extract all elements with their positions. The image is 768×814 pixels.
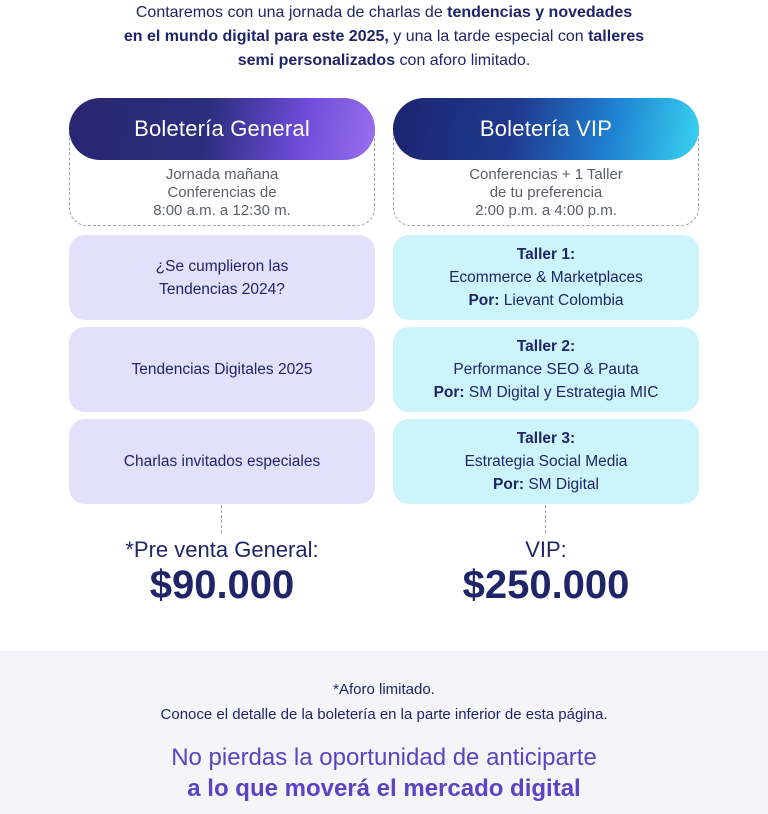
- details-note: Conoce el detalle de la boletería en la parte inferior de esta página.: [160, 706, 608, 723]
- cta-line-1: No pierdas la oportunidad de anticiparte: [171, 744, 597, 771]
- intro-line1-a: Contaremos con una jornada de charlas de: [135, 4, 448, 21]
- general-schedule-line: 8:00 a.m. a 12:30 m.: [153, 202, 291, 219]
- general-ticket-column: [69, 98, 375, 226]
- vip-workshop-card: [393, 327, 699, 412]
- general-topic-card: [69, 327, 375, 412]
- general-connector-line: [221, 505, 222, 533]
- speaker-name: SM Digital: [524, 476, 599, 493]
- vip-ticket-column: [393, 98, 699, 226]
- vip-workshop-card: [393, 419, 699, 504]
- speaker-label: Por:: [433, 384, 465, 401]
- footer-section: [0, 651, 768, 814]
- general-schedule-line: Conferencias de: [167, 184, 277, 201]
- vip-schedule-line: Conferencias + 1 Taller: [469, 166, 623, 183]
- workshop-heading: Taller 3:: [516, 430, 576, 447]
- card-text: Tendencias Digitales 2025: [131, 361, 313, 378]
- workshop-topic: Estrategia Social Media: [464, 453, 628, 470]
- general-ticket-header: [69, 98, 375, 160]
- intro-line2-c: talleres: [588, 28, 645, 45]
- card-text: Tendencias 2024?: [159, 280, 285, 298]
- vip-schedule-line: de tu preferencia: [489, 184, 603, 201]
- vip-price-label: VIP:: [525, 537, 567, 562]
- vip-schedule-line: 2:00 p.m. a 4:00 p.m.: [475, 202, 617, 219]
- workshop-topic: Performance SEO & Pauta: [453, 361, 639, 378]
- speaker-name: Lievant Colombia: [499, 292, 624, 309]
- intro-line3-b: con aforo limitado.: [395, 52, 531, 69]
- cta-line-2: a lo que moverá el mercado digital: [187, 775, 581, 802]
- card-text: Charlas invitados especiales: [123, 453, 321, 470]
- vip-ticket-title: Boletería VIP: [479, 116, 613, 141]
- vip-workshop-card: [393, 235, 699, 320]
- intro-line2-b: y una la tarde especial con: [388, 28, 589, 45]
- vip-price: $250.000: [462, 563, 630, 607]
- workshop-speaker: [493, 473, 599, 496]
- general-ticket-title: Boletería General: [134, 116, 310, 141]
- workshop-heading: Taller 2:: [516, 338, 576, 355]
- vip-connector-line: [545, 505, 546, 533]
- general-topic-card: [69, 419, 375, 504]
- workshop-speaker: [434, 381, 659, 404]
- speaker-label: Por:: [493, 476, 525, 493]
- speaker-label: Por:: [468, 292, 500, 309]
- capacity-note: *Aforo limitado.: [333, 681, 435, 698]
- workshop-heading: Taller 1:: [516, 246, 576, 263]
- workshop-topic: Ecommerce & Marketplaces: [449, 269, 643, 286]
- workshop-speaker: [468, 289, 623, 312]
- card-text: ¿Se cumplieron las: [155, 257, 289, 275]
- general-price: $90.000: [149, 563, 295, 607]
- general-topic-card: [69, 235, 375, 320]
- intro-line3-a: semi personalizados: [237, 52, 396, 69]
- vip-ticket-header: [393, 98, 699, 160]
- general-price-label: *Pre venta General:: [125, 537, 319, 562]
- intro-line2-a: en el mundo digital para este 2025,: [123, 28, 389, 45]
- intro-line1-b: tendencias y novedades: [447, 4, 633, 21]
- speaker-name: SM Digital y Estrategia MIC: [464, 384, 659, 401]
- general-schedule-line: Jornada mañana: [165, 166, 279, 183]
